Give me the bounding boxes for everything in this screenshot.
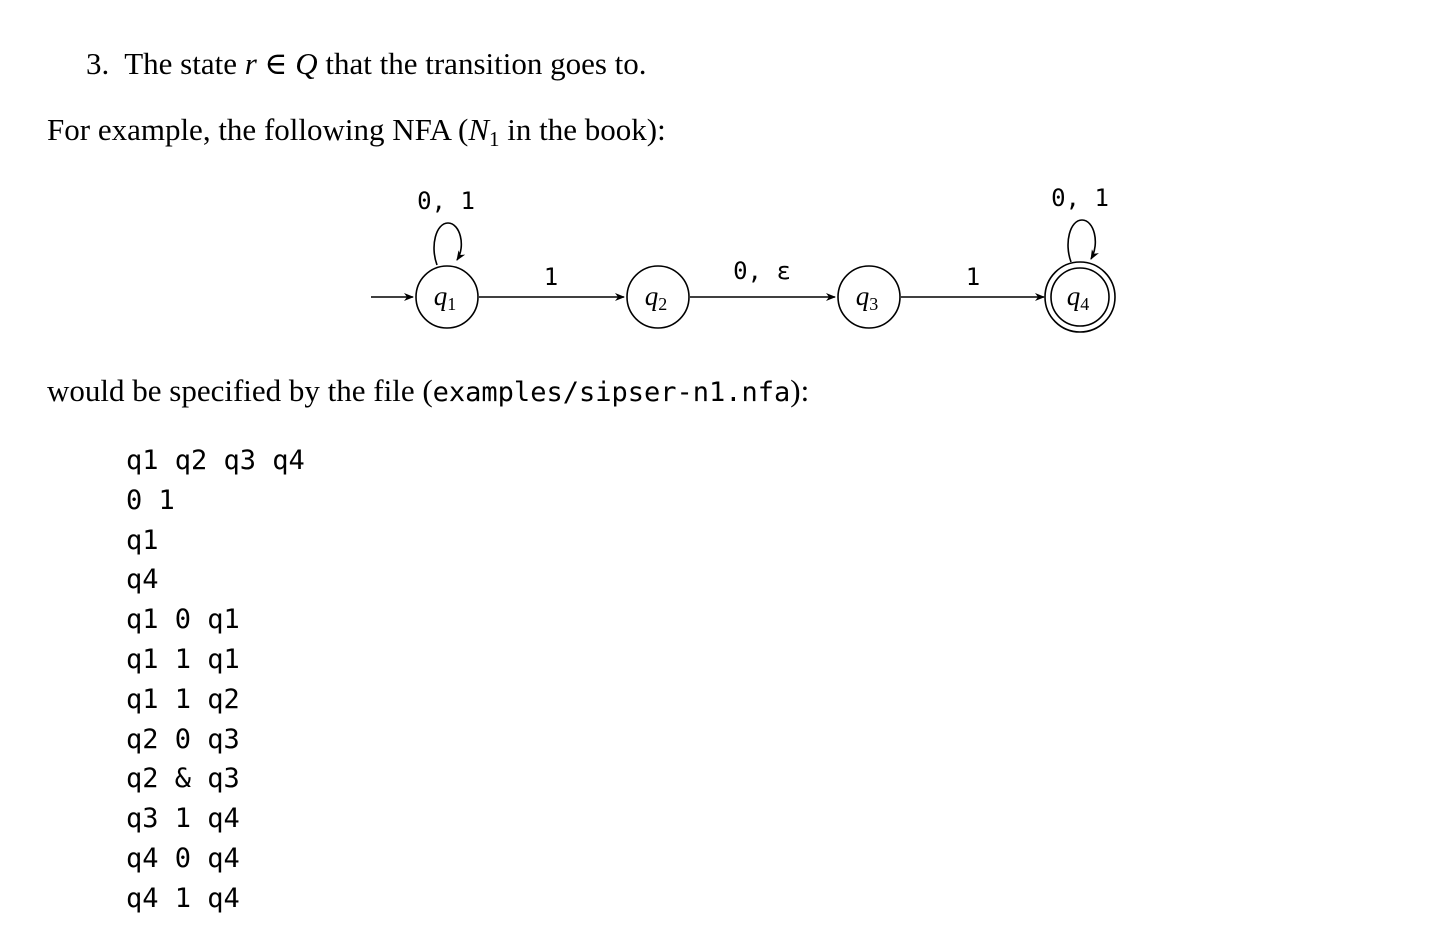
nfa-diagram <box>0 0 1444 360</box>
code-line: q4 1 q4 <box>126 882 240 914</box>
code-line: q4 0 q4 <box>126 842 240 874</box>
spec-text-before: would be specified by the file ( <box>47 373 433 408</box>
state-q2-sub: 2 <box>658 294 668 314</box>
transition-label-q2-q3: 0, ε <box>733 257 791 285</box>
example-text-before: For example, the following NFA ( <box>47 112 469 147</box>
file-path: examples/sipser-n1.nfa <box>432 377 791 408</box>
code-line: q1 1 q2 <box>126 683 240 715</box>
spec-text-after: ): <box>790 373 810 408</box>
spec-sentence <box>47 373 809 411</box>
symbol-N: N <box>468 112 490 147</box>
symbol-element-of: ∈ <box>264 46 288 81</box>
state-q1-sub: 1 <box>447 294 457 314</box>
code-line: q1 q2 q3 q4 <box>126 445 305 476</box>
list-number: 3. <box>86 46 110 81</box>
state-q3 <box>838 266 900 328</box>
code-line: q1 <box>126 524 159 556</box>
code-line: q1 0 q1 <box>126 604 240 636</box>
state-q1-name: q <box>433 281 448 311</box>
code-line: q2 & q3 <box>126 763 240 795</box>
intro-text-before: The state <box>124 46 237 81</box>
state-q4-accept <box>1045 262 1115 332</box>
intro-text-after: that the transition goes to. <box>325 46 647 81</box>
state-q2-name: q <box>644 281 659 311</box>
state-q4-sub: 4 <box>1080 294 1090 314</box>
code-line: q1 1 q1 <box>126 643 240 675</box>
symbol-r: r <box>244 46 257 81</box>
nfa-file-listing <box>126 441 305 919</box>
transition-label-q1-q2: 1 <box>543 263 559 291</box>
state-q3-sub: 3 <box>869 294 879 314</box>
code-line: 0 1 <box>126 484 175 516</box>
state-q1 <box>416 266 478 328</box>
code-line: q4 <box>126 564 159 596</box>
state-q3-name: q <box>855 281 870 311</box>
symbol-Q: Q <box>295 46 318 81</box>
state-q2 <box>627 266 689 328</box>
transition-label-q3-q4: 1 <box>965 263 981 291</box>
code-line: q2 0 q3 <box>126 723 240 755</box>
state-q4-name: q <box>1066 281 1081 311</box>
self-loop-q1 <box>434 223 461 265</box>
loop-label-q4: 0, 1 <box>1051 184 1109 212</box>
loop-label-q1: 0, 1 <box>417 187 475 215</box>
example-text-after: in the book): <box>507 112 666 147</box>
code-line: q3 1 q4 <box>126 803 240 835</box>
symbol-N-subscript: 1 <box>489 127 500 151</box>
self-loop-q4 <box>1068 220 1095 262</box>
